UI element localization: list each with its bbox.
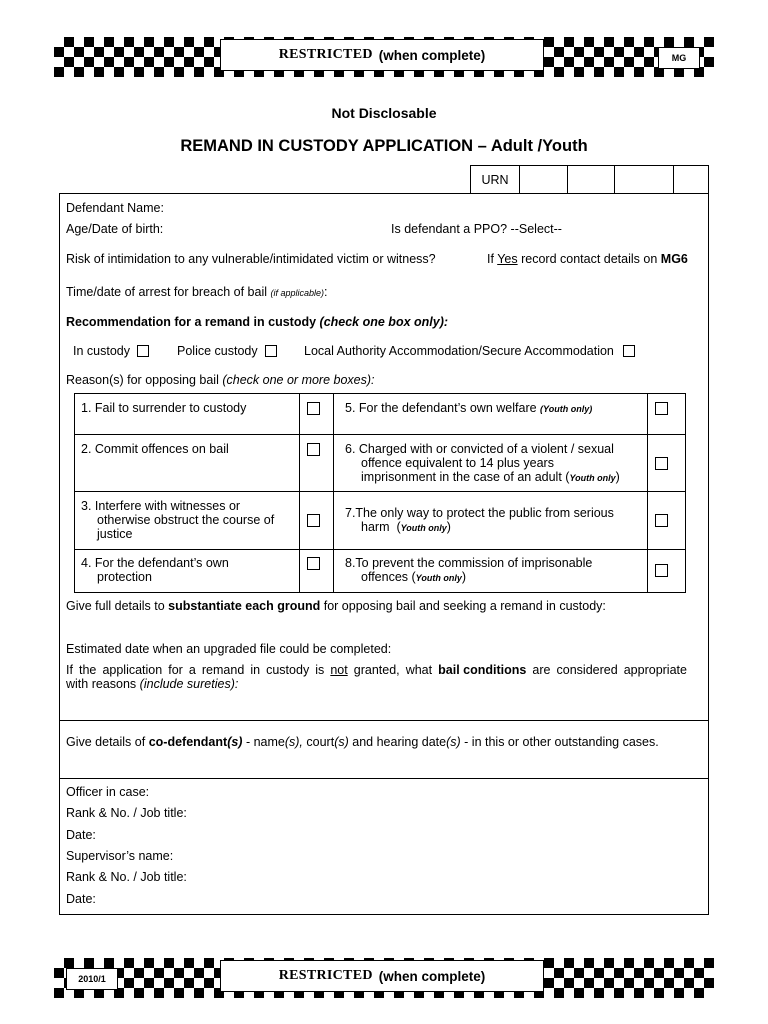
bail-conditions-label: If the application for a remand in custody is not granted, what bail conditions are considered appropriate xyxy=(66,663,687,677)
reason-7-checkbox[interactable] xyxy=(655,514,668,527)
ppo-question: Is defendant a PPO? --Select-- xyxy=(391,222,562,236)
top-restricted-banner xyxy=(54,37,714,77)
reasons-label: Reason(s) for opposing bail (check one or more boxes): xyxy=(66,373,375,387)
ppo-select[interactable]: --Select-- xyxy=(510,222,562,236)
restricted-label-top: RESTRICTED (when complete) xyxy=(220,39,544,71)
arrest-breach-label: Time/date of arrest for breach of bail (if applicable): xyxy=(66,285,328,299)
section-divider-1 xyxy=(59,720,709,721)
reason-8-checkbox[interactable] xyxy=(655,564,668,577)
reason-5-welfare: 5. For the defendant’s own welfare (Youth only) xyxy=(345,401,593,415)
reason-6-violent-offence: 6. Charged with or convicted of a violent / sexual offence equivalent to 14 plus years imprisonment in the case of an adult (Youth only) xyxy=(345,442,620,484)
local-authority-checkbox[interactable] xyxy=(623,345,635,357)
officer-in-case-label: Officer in case: xyxy=(66,785,150,799)
reason-3-interfere-witnesses: 3. Interfere with witnesses or otherwise obstruct the course of justice xyxy=(81,499,275,541)
reason-8-prevent-commission: 8.To prevent the commission of imprisonable offences (Youth only) xyxy=(345,556,593,584)
supervisor-date-label: Date: xyxy=(66,892,96,906)
reason-4-checkbox[interactable] xyxy=(307,557,320,570)
risk-intimidation-label: Risk of intimidation to any vulnerable/intimidated victim or witness? xyxy=(66,252,436,266)
urn-input-cell-3[interactable] xyxy=(614,166,673,194)
reason-7-protect-public: 7.The only way to protect the public from serious harm (Youth only) xyxy=(345,506,614,534)
form-code-box: MG xyxy=(658,47,700,69)
supervisor-name-label: Supervisor’s name: xyxy=(66,849,174,863)
not-disclosable-heading: Not Disclosable xyxy=(331,105,437,121)
reason-5-checkbox[interactable] xyxy=(655,402,668,415)
substantiate-label: Give full details to substantiate each ground for opposing bail and seeking a remand in custody: xyxy=(66,599,606,613)
urn-row xyxy=(470,165,709,194)
reason-2-commit-offences: 2. Commit offences on bail xyxy=(81,442,229,456)
bottom-restricted-banner xyxy=(54,958,714,998)
page-title: REMAND IN CUSTODY APPLICATION – Adult /Youth xyxy=(180,137,588,155)
reason-1-fail-to-surrender: 1. Fail to surrender to custody xyxy=(81,401,247,415)
recommendation-label: Recommendation for a remand in custody (check one box only): xyxy=(66,315,449,329)
reason-2-checkbox[interactable] xyxy=(307,443,320,456)
urn-input-cell-1[interactable] xyxy=(519,166,567,194)
reason-3-checkbox[interactable] xyxy=(307,514,320,527)
date-label: Date: xyxy=(66,828,96,842)
form-version-box: 2010/1 xyxy=(66,968,118,990)
option-in-custody: In custody xyxy=(73,344,149,358)
age-dob-label: Age/Date of birth: xyxy=(66,222,164,236)
reason-1-checkbox[interactable] xyxy=(307,402,320,415)
supervisor-rank-label: Rank & No. / Job title: xyxy=(66,870,187,884)
upgraded-file-label: Estimated date when an upgraded file could be completed: xyxy=(66,642,392,656)
risk-contact-note: If Yes record contact details on MG6 xyxy=(487,252,688,266)
defendant-name-label: Defendant Name: xyxy=(66,201,164,215)
police-custody-checkbox[interactable] xyxy=(265,345,277,357)
reason-4-own-protection: 4. For the defendant’s own protection xyxy=(81,556,229,584)
reasons-grid xyxy=(74,393,686,593)
reason-6-checkbox[interactable] xyxy=(655,457,668,470)
urn-label: URN xyxy=(481,173,509,187)
urn-input-cell-2[interactable] xyxy=(567,166,614,194)
option-police-custody: Police custody xyxy=(177,344,277,358)
urn-input-cell-4[interactable] xyxy=(673,166,708,194)
codefendant-label: Give details of co-defendant(s) - name(s), court(s) and hearing date(s) - in this or other outstanding cases. xyxy=(66,735,659,749)
in-custody-checkbox[interactable] xyxy=(137,345,149,357)
restricted-label-bottom: RESTRICTED (when complete) xyxy=(220,960,544,992)
bail-reasons-label: with reasons (include sureties): xyxy=(66,677,239,691)
section-divider-2 xyxy=(59,778,709,779)
option-local-authority: Local Authority Accommodation/Secure Accommodation xyxy=(304,344,635,358)
rank-job-title-label: Rank & No. / Job title: xyxy=(66,806,187,820)
